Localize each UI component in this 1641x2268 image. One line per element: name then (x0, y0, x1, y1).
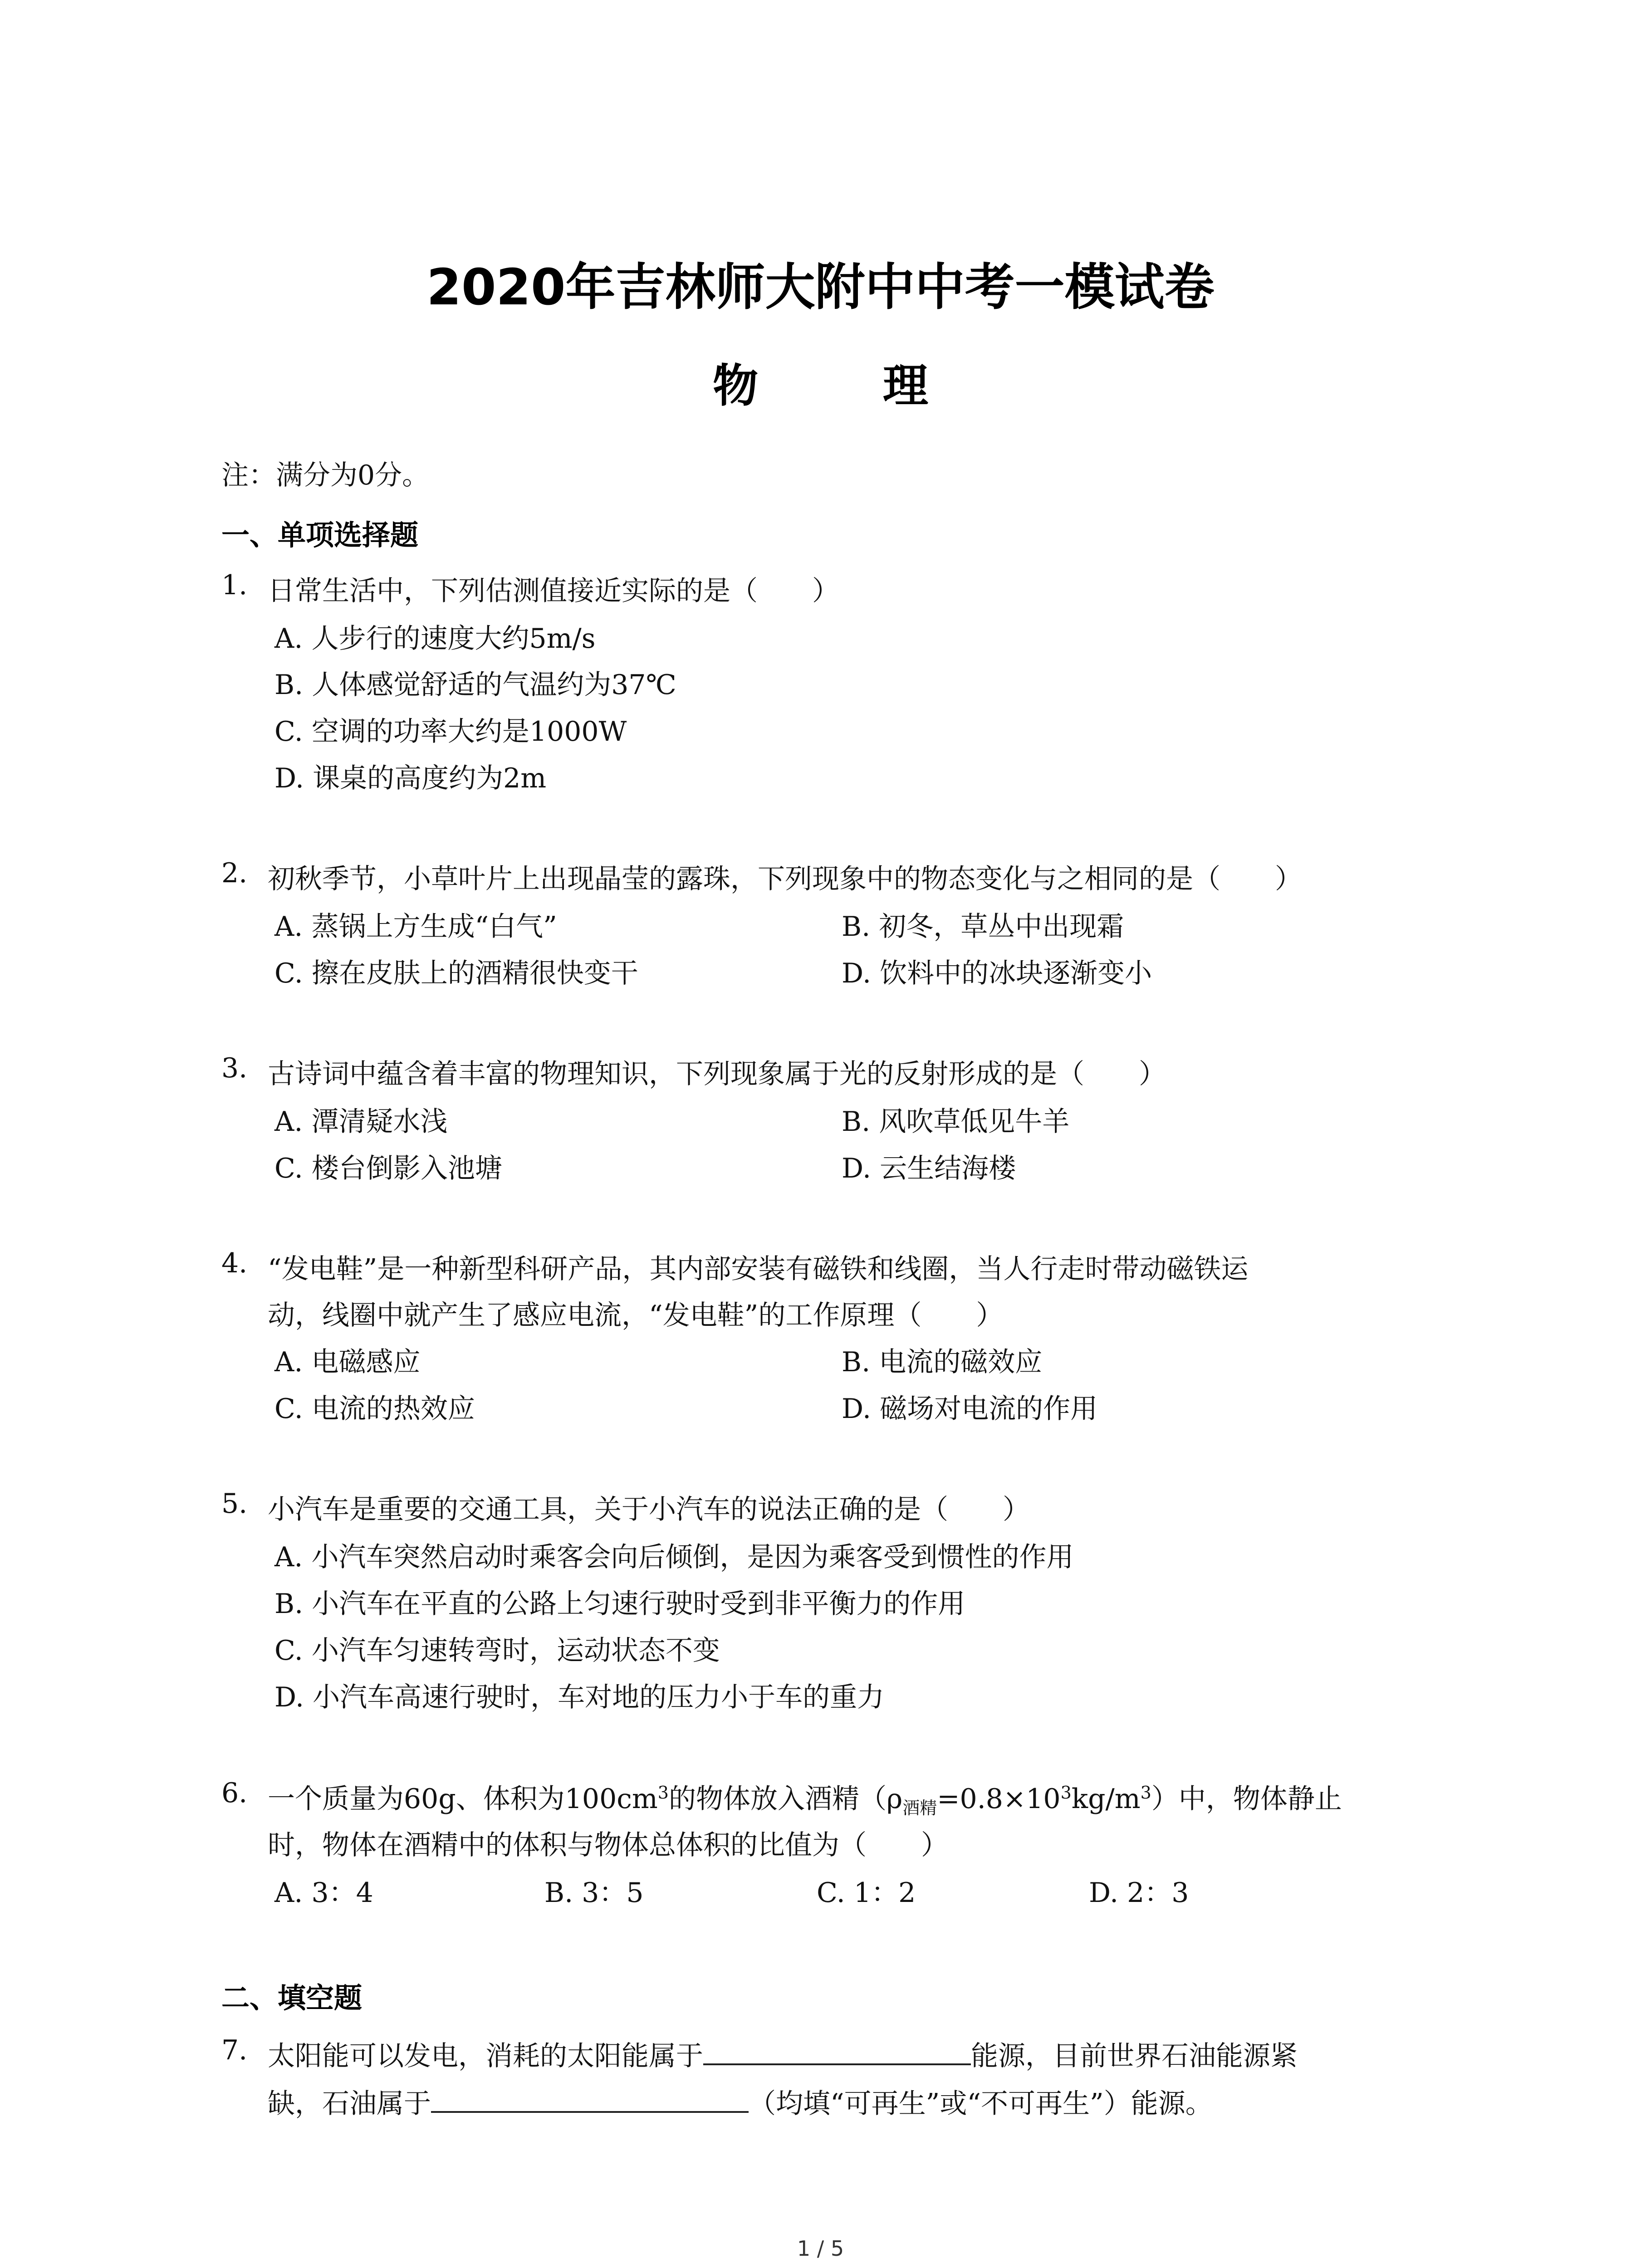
option-c: C. 电流的热效应 (274, 1393, 475, 1425)
option-c: C. 空调的功率大约是1000W (274, 716, 627, 748)
question-number: 7. (221, 2034, 248, 2066)
stem-part: 一个质量为60g、体积为100cm (268, 1783, 658, 1815)
stem-part: （均填“可再生”或“不可再生”）能源。 (749, 2088, 1213, 2120)
stem-part: 的物体放入酒精（ρ (668, 1783, 903, 1815)
stem-part: 太阳能可以发电，消耗的太阳能属于 (268, 2040, 703, 2072)
option-c: C. 小汽车匀速转弯时，运动状态不变 (274, 1635, 720, 1667)
option-d: D. 饮料中的冰块逐渐变小 (842, 958, 1152, 989)
option-a: A. 潭清疑水浅 (274, 1106, 448, 1138)
subject-heading: 物 理 (713, 359, 983, 412)
question-number: 1. (221, 569, 248, 601)
option-a: A. 电磁感应 (274, 1346, 421, 1378)
answer-blank-2[interactable] (431, 2084, 749, 2113)
option-c: C. 擦在皮肤上的酒精很快变干 (274, 958, 638, 989)
question-stem-line2: 时，物体在酒精中的体积与物体总体积的比值为（ ） (268, 1829, 948, 1861)
subscript: 酒精 (902, 1798, 937, 1818)
question-number: 4. (221, 1247, 248, 1279)
option-b: B. 小汽车在平直的公路上匀速行驶时受到非平衡力的作用 (274, 1588, 965, 1620)
option-a: A. 人步行的速度大约5m/s (274, 623, 596, 655)
question-stem: 小汽车是重要的交通工具，关于小汽车的说法正确的是（ ） (268, 1494, 1030, 1525)
option-b: B. 风吹草低见牛羊 (842, 1106, 1070, 1138)
option-c: C. 楼台倒影入池塘 (274, 1153, 502, 1184)
stem-part: ）中，物体静止 (1151, 1783, 1342, 1815)
page-number: 1 / 5 (797, 2236, 844, 2261)
question-line1 (268, 2034, 1298, 2073)
stem-part: =0.8×10 (937, 1783, 1061, 1815)
option-a: A. 蒸锅上方生成“白气” (274, 911, 557, 943)
question-number: 2. (221, 857, 248, 889)
stem-part: kg/m (1071, 1783, 1141, 1815)
superscript: 3 (1060, 1783, 1072, 1803)
option-b: B. 电流的磁效应 (842, 1346, 1043, 1378)
option-b: B. 初冬，草丛中出现霜 (842, 911, 1124, 943)
option-d: D. 磁场对电流的作用 (842, 1393, 1098, 1425)
question-number: 5. (221, 1488, 248, 1520)
question-line2 (268, 2082, 1213, 2121)
score-note: 注：满分为0分。 (221, 459, 430, 491)
page-title: 2020年吉林师大附中中考一模试卷 (426, 258, 1215, 316)
question-stem-line1 (268, 1777, 1342, 1819)
question-number: 3. (221, 1052, 248, 1084)
option-d: D. 课桌的高度约为2m (274, 763, 547, 794)
option-d: D. 云生结海楼 (842, 1153, 1016, 1184)
option-a: A. 3：4 (274, 1877, 373, 1909)
superscript: 3 (1140, 1783, 1151, 1803)
section-single-choice: 一、单项选择题 (221, 518, 419, 552)
option-b: B. 人体感觉舒适的气温约为37℃ (274, 669, 676, 701)
stem-part: 能源，目前世界石油能源紧 (971, 2040, 1298, 2072)
stem-part: 缺，石油属于 (268, 2088, 431, 2120)
question-stem-line2: 动，线圈中就产生了感应电流，“发电鞋”的工作原理（ ） (268, 1300, 1004, 1331)
option-c: C. 1：2 (817, 1877, 916, 1909)
question-number: 6. (221, 1777, 248, 1809)
answer-blank-1[interactable] (703, 2036, 971, 2065)
option-d: D. 2：3 (1089, 1877, 1189, 1909)
question-stem: 日常生活中，下列估测值接近实际的是（ ） (268, 575, 839, 607)
question-stem: 古诗词中蕴含着丰富的物理知识，下列现象属于光的反射形成的是（ ） (268, 1058, 1166, 1090)
option-a: A. 小汽车突然启动时乘客会向后倾倒，是因为乘客受到惯性的作用 (274, 1541, 1074, 1573)
question-stem-line1: “发电鞋”是一种新型科研产品，其内部安装有磁铁和线圈，当人行走时带动磁铁运 (268, 1253, 1249, 1285)
question-stem: 初秋季节，小草叶片上出现晶莹的露珠，下列现象中的物态变化与之相同的是（ ） (268, 863, 1302, 895)
option-b: B. 3：5 (544, 1877, 644, 1909)
option-d: D. 小汽车高速行驶时，车对地的压力小于车的重力 (274, 1681, 885, 1713)
section-fill-blank: 二、填空题 (221, 1981, 362, 2014)
superscript: 3 (657, 1783, 669, 1803)
